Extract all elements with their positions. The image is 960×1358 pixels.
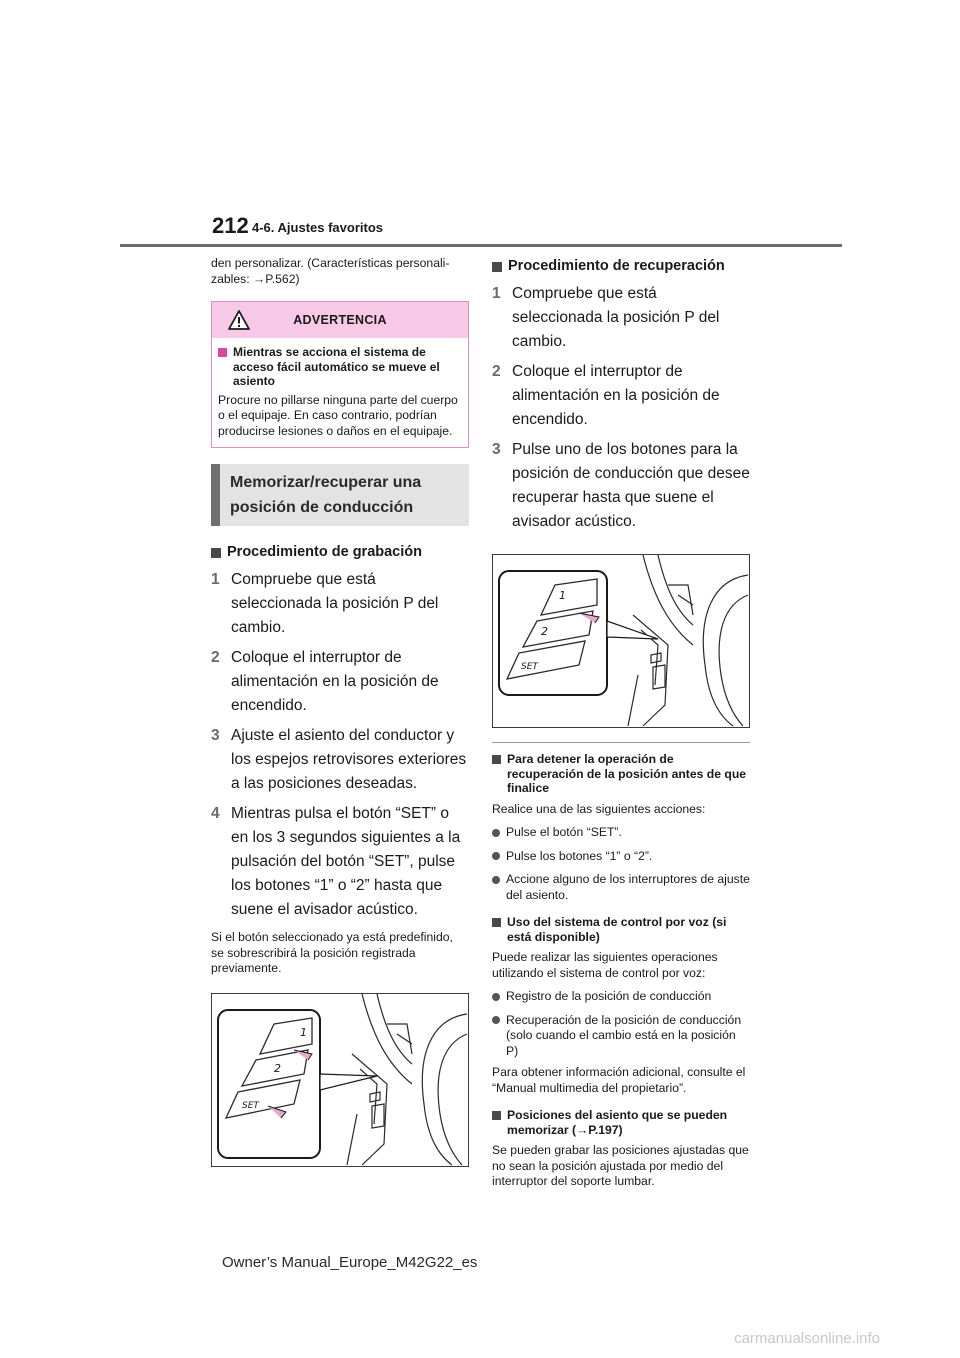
intro-text (211, 256, 469, 287)
record-note: Si el botón seleccionado ya está predefinido, se sobrescribirá la posición registrada previamente. (211, 930, 453, 975)
intro-line-1: den personalizar. (Características personali- (211, 256, 450, 270)
recall-procedure-title: Procedimiento de recuperación (508, 258, 725, 274)
warning-header (212, 302, 468, 338)
record-step (211, 646, 469, 718)
recall-steps (492, 282, 750, 534)
car-door-illustration-icon (493, 555, 749, 727)
warning-box (211, 301, 469, 448)
step-number: 3 (492, 441, 501, 458)
square-bullet-icon (211, 548, 221, 558)
bullet-dot-icon (492, 993, 500, 1001)
warning-subtitle-row (218, 345, 462, 389)
set-button-label: SET (521, 662, 538, 672)
bullet-text: Registro de la posición de conducción (506, 989, 712, 1003)
record-procedure-title: Procedimiento de grabación (227, 544, 422, 560)
recall-step (492, 438, 750, 534)
seat-positions-text: Se pueden grabar las posiciones ajustadas que no sean la posición ajustada por medio del interruptor del soporte lumbar. (492, 1143, 749, 1188)
memory-buttons-illustration-record (211, 993, 469, 1167)
warning-body (212, 338, 468, 447)
car-door-illustration-icon (212, 994, 468, 1166)
bullet-dot-icon (492, 829, 500, 837)
button-1-label: 1 (559, 589, 566, 602)
step-number: 3 (211, 727, 220, 744)
voice-control-title-row (492, 915, 750, 944)
step-number: 1 (211, 571, 220, 588)
seat-positions-title (507, 1108, 750, 1137)
recall-step (492, 282, 750, 354)
section-title: 4-6. Ajustes favoritos (252, 220, 384, 235)
bullet-dot-icon (492, 1016, 500, 1024)
memory-buttons-illustration-recall (492, 554, 750, 728)
bullet-dot-icon (492, 876, 500, 884)
section-divider (492, 742, 750, 743)
footer-manual-name: Owner’s Manual_Europe_M42G22_es (222, 1254, 478, 1271)
step-text: Coloque el interruptor de alimentación en la posición de encendido. (512, 363, 720, 428)
step-number: 2 (492, 363, 501, 380)
record-step (211, 568, 469, 640)
step-text: Mientras pulsa el botón “SET” o en los 3 segundos siguientes a la pulsación del botón “SET”, pulse los botones “1” o “2” hasta que suene el avisador acústico. (231, 805, 461, 918)
list-item (492, 1013, 750, 1060)
bullet-text: Recuperación de la posición de conducción (solo cuando el cambio está en la posición P) (506, 1012, 742, 1058)
voice-control-title: Uso del sistema de control por voz (si está disponible) (507, 915, 727, 944)
record-procedure-title-row (211, 542, 469, 562)
stop-recall-text: Realice una de las siguientes acciones: (492, 801, 706, 816)
header-rule (120, 244, 842, 247)
watermark: carmanualsonline.info (734, 1330, 880, 1347)
left-column (211, 256, 469, 1167)
warning-subtitle: Mientras se acciona el sistema de acceso fácil automático se mueve el asiento (233, 345, 440, 388)
list-item (492, 989, 750, 1005)
page-number: 212 (212, 213, 249, 238)
step-number: 2 (211, 649, 220, 666)
warning-title: ADVERTENCIA (293, 313, 387, 327)
button-1-label: 1 (300, 1025, 307, 1039)
intro-line-2: zables: (211, 271, 254, 286)
voice-control-text: Puede realizar las siguientes operaciones utilizando el sistema de control por voz: (492, 950, 718, 980)
warning-triangle-icon (228, 310, 250, 330)
section-heading: Memorizar/recuperar una posición de conducción (211, 464, 469, 526)
record-step (211, 802, 469, 922)
square-bullet-icon (492, 1111, 501, 1120)
step-text: Compruebe que está seleccionada la posición P del cambio. (231, 571, 439, 636)
step-text: Coloque el interruptor de alimentación en la posición de encendido. (231, 649, 439, 714)
bullet-text: Pulse el botón “SET”. (506, 825, 622, 839)
seat-positions-reference-link[interactable]: →P.197) (576, 1122, 623, 1137)
square-bullet-icon (492, 262, 502, 272)
button-2-label: 2 (541, 625, 548, 638)
warning-text: Procure no pillarse ninguna parte del cuerpo o el equipaje. En caso contrario, podrían producirse lesiones o daños en el equipaje. (218, 392, 458, 438)
step-text: Pulse uno de los botones para la posición de conducción que desee recuperar hasta que suene el avisador acústico. (512, 441, 750, 530)
record-steps (211, 568, 469, 922)
step-number: 1 (492, 285, 501, 302)
recall-procedure-title-row (492, 256, 750, 276)
square-bullet-icon (492, 918, 501, 927)
pink-square-bullet-icon (218, 348, 227, 357)
bullet-text: Pulse los botones “1” o “2”. (506, 848, 653, 863)
seat-positions-title-text: Posiciones del asiento que se pueden memorizar ( (507, 1108, 728, 1137)
list-item (492, 872, 750, 903)
record-step (211, 724, 469, 796)
bullet-text: Accione alguno de los interruptores de ajuste del asiento. (506, 872, 750, 902)
list-item (492, 849, 750, 865)
recall-step (492, 360, 750, 432)
list-item (492, 825, 750, 841)
stop-recall-title: Para detener la operación de recuperación de la posición antes de que finalice (507, 752, 747, 795)
button-2-label: 2 (274, 1061, 281, 1075)
step-text: Ajuste el asiento del conductor y los espejos retrovisores exteriores a las posiciones deseadas. (231, 727, 467, 792)
square-bullet-icon (492, 755, 501, 764)
bullet-dot-icon (492, 852, 500, 860)
right-column (492, 256, 750, 1190)
intro-reference-link[interactable]: →P.562) (253, 271, 300, 286)
voice-control-more-info: Para obtener información adicional, consulte el “Manual multimedia del propietario”. (492, 1065, 746, 1095)
step-text: Compruebe que está seleccionada la posición P del cambio. (512, 285, 720, 350)
set-button-label: SET (242, 1100, 259, 1111)
seat-positions-title-row (492, 1108, 750, 1137)
stop-recall-title-row (492, 752, 750, 796)
step-number: 4 (211, 805, 220, 822)
